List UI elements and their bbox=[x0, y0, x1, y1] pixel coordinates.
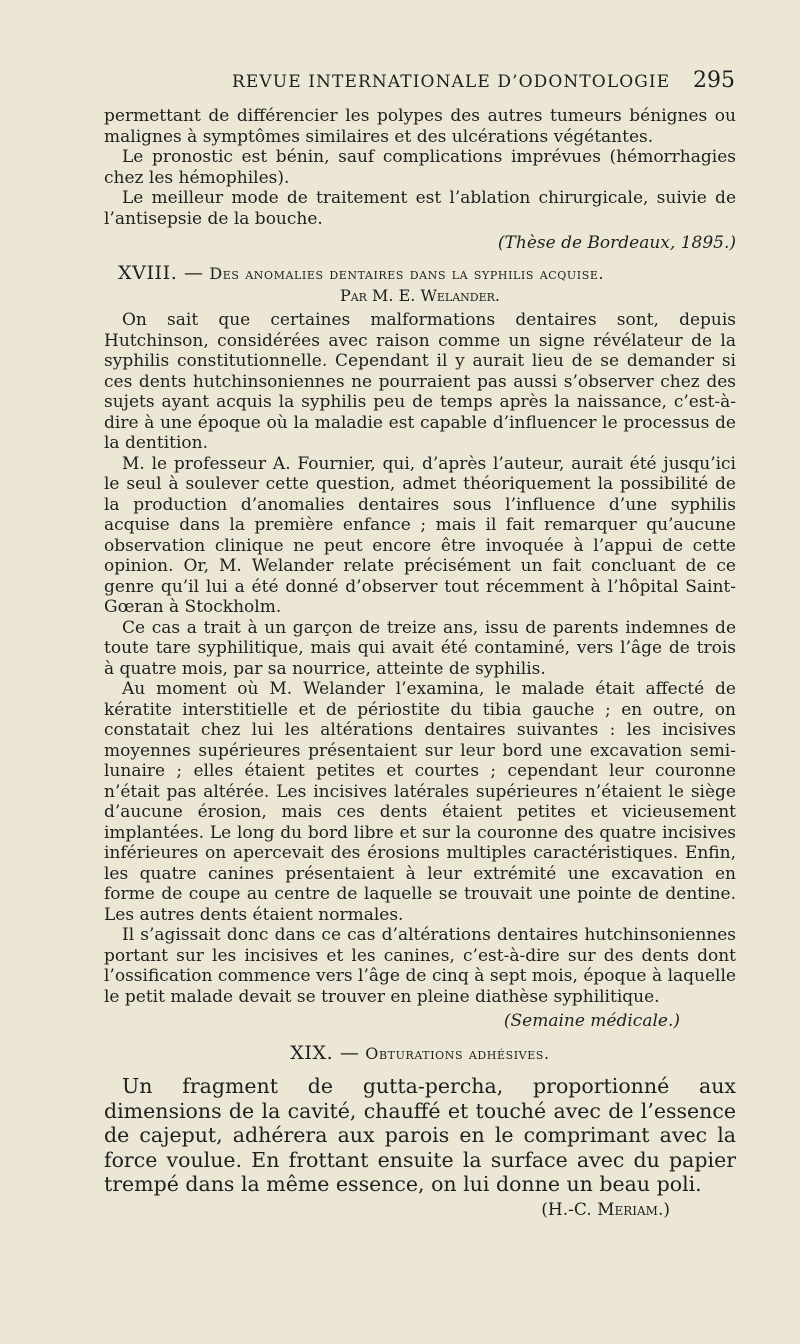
intro-source: (Thèse de Bordeaux, 1895.) bbox=[497, 233, 736, 253]
section-19-paragraph: Un fragment de gutta-percha, proportionné aux dimensions de la cavité, chauffé et touché avec de l’essence de cajeput, adhérera aux parois en le comprimant avec la force voulue. En frottant ensuite la surface avec du papier trempé dans la même essence, on lui donne un beau poli. bbox=[104, 1074, 736, 1196]
page-number: 295 bbox=[693, 68, 735, 93]
section-19-heading: Obturations adhésives. bbox=[365, 1044, 550, 1063]
section-18-paragraph: Au moment où M. Welander l’examina, le malade était affecté de kératite interstitielle et de périostite du tibia gauche ; en outre, on constatait chez lui les altérations dentaires suivantes : les incisives moyennes supérieures présentaient sur leur bord une excavation semi-lunaire ; elles étaient petites et courtes ; cependant leur couronne n’était pas altérée. Les incisives latérales supérieures n’étaient le siège d’aucune érosion, mais ces dents étaient petites et vicieusement implantées. Le long du bord libre et sur la couronne des quatre incisives inférieures on apercevait des érosions multiples caractéristiques. Enfin, les quatre canines présentaient à leur extrémité une excavation en forme de coupe au centre de laquelle se trouvait une pointe de dentine. Les autres dents étaient normales. bbox=[104, 679, 736, 925]
intro-paragraph-3: Le meilleur mode de traitement est l’ablation chirurgicale, suivie de l’antisepsie de la bouche. bbox=[104, 188, 736, 229]
section-19-title bbox=[104, 1039, 736, 1068]
section-18-title bbox=[118, 261, 736, 286]
section-18-paragraph: Ce cas a trait à un garçon de treize ans, issu de parents indemnes de toute tare syphilitique, mais qui avait été contaminé, vers l’âge de trois à quatre mois, par sa nourrice, atteinte de syphilis. bbox=[104, 617, 736, 679]
intro-paragraph-1: permettant de différencier les polypes des autres tumeurs bénignes ou malignes à symptômes similaires et des ulcérations végétantes. bbox=[104, 106, 736, 147]
section-18-paragraph: M. le professeur A. Fournier, qui, d’après l’auteur, aurait été jusqu’ici le seul à soulever cette question, admet théoriquement la possibilité de la production d’anomalies dentaires sous l’influence d’une syphilis acquise dans la première enfance ; mais il fait remarquer qu’aucune observation clinique ne peut encore être invoquée à l’appui de cette opinion. Or, M. Welander relate précisément un fait concluant de ce genre qu’il lui a été donné d’observer tout récemment à l’hôpital Saint-Gœran à Stockholm. bbox=[104, 453, 736, 617]
running-head: REVUE INTERNATIONALE D’ODONTOLOGIE bbox=[232, 72, 671, 92]
body-text bbox=[104, 106, 736, 1223]
section-18-source: (Semaine médicale.) bbox=[503, 1011, 680, 1031]
section-18-heading: Des anomalies dentaires dans la syphilis acquise. bbox=[209, 264, 605, 283]
section-18-paragraph: On sait que certaines malformations dentaires sont, depuis Hutchinson, considérées avec raison comme un signe révélateur de la syphilis constitutionnelle. Cependant il y aurait lieu de se demander si ces dents hutchinsoniennes ne pourraient pas aussi s’observer chez des sujets ayant acquis la syphilis peu de temps après la naissance, c’est-à-dire à une époque où la maladie est capable d’influencer le processus de la dentition. bbox=[104, 310, 736, 453]
section-19-number: XIX. — bbox=[290, 1042, 360, 1064]
section-18-byline: Par M. E. Welander. bbox=[339, 286, 501, 305]
section-19-signature: (H.-C. Meriam.) bbox=[541, 1199, 670, 1220]
section-18-paragraph: Il s’agissait donc dans ce cas d’altérations dentaires hutchinsoniennes portant sur les incisives et les canines, c’est-à-dire sur des dents dont l’ossification commence vers l’âge de cinq à sept mois, époque à laquelle le petit malade devait se trouver en pleine diathèse syphilitique. bbox=[104, 925, 736, 1007]
section-19-body bbox=[104, 1074, 736, 1197]
page-header bbox=[0, 70, 800, 100]
section-18-number: XVIII. — bbox=[118, 262, 204, 284]
intro-paragraph-2: Le pronostic est bénin, sauf complications imprévues (hémorrhagies chez les hémophiles). bbox=[104, 147, 736, 188]
